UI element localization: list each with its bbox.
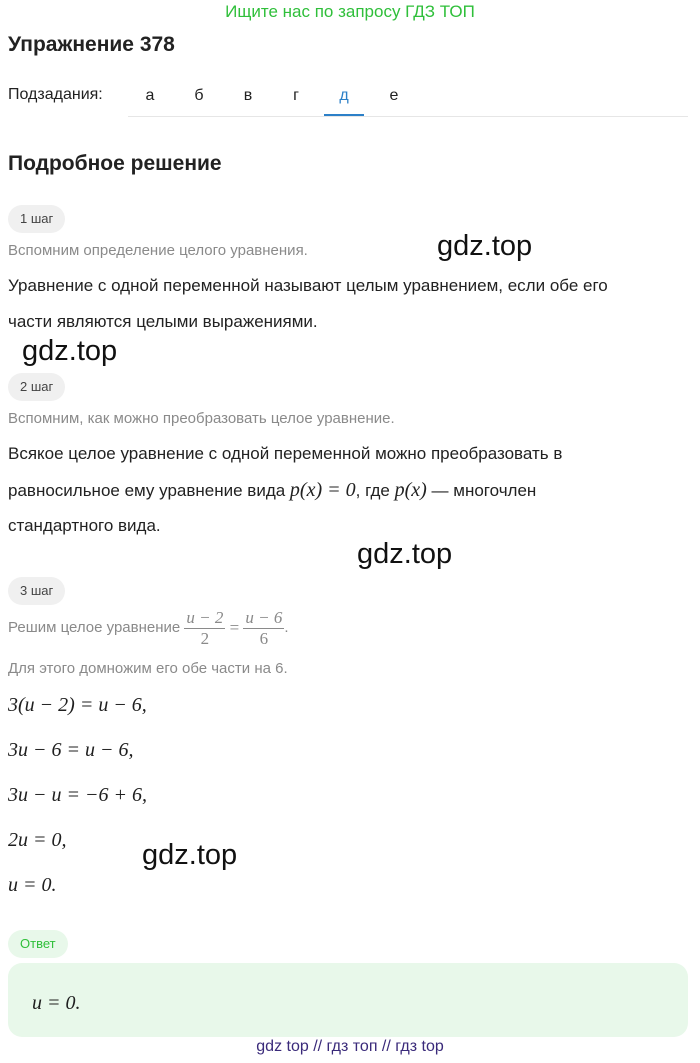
equation-1: 3(u − 2) = u − 6, bbox=[8, 694, 147, 716]
equation-4: 2u = 0, bbox=[8, 829, 67, 851]
watermark-1: gdz.top bbox=[437, 230, 533, 262]
step-2-badge: 2 шаг bbox=[8, 373, 65, 401]
step-2-text-line2 bbox=[8, 472, 536, 509]
exercise-title: Упражнение 378 bbox=[8, 33, 175, 56]
step-2-text-line1: Всякое целое уравнение с одной переменной можно преобразовать в bbox=[8, 444, 563, 463]
step-3-hint-prefix: Решим целое уравнение bbox=[8, 619, 181, 636]
tab-v[interactable]: в bbox=[243, 87, 253, 104]
answer-box bbox=[8, 963, 688, 1037]
watermark-2: gdz.top bbox=[22, 335, 118, 367]
step-1-text-line2: части являются целыми выражениями. bbox=[8, 312, 318, 331]
watermark-3: gdz.top bbox=[357, 538, 453, 570]
footer-links[interactable]: gdz top // гдз топ // гдз top bbox=[256, 1038, 444, 1055]
tab-e[interactable]: е bbox=[389, 87, 399, 104]
subtask-tabs bbox=[128, 78, 688, 117]
step-2-text-b: , где bbox=[355, 481, 395, 500]
equation-3: 3u − u = −6 + 6, bbox=[8, 784, 147, 806]
step-2-math-a: p(x) = 0 bbox=[289, 479, 356, 501]
step-2-math-b: p(x) bbox=[394, 479, 427, 501]
answer-value: u = 0. bbox=[32, 992, 81, 1014]
fraction-1-numerator: u − 2 bbox=[186, 607, 224, 627]
top-banner: Ищите нас по запросу ГДЗ ТОП bbox=[225, 2, 475, 21]
tab-d[interactable]: д bbox=[324, 78, 364, 116]
step-2-text-a: равносильное ему уравнение вида bbox=[8, 481, 290, 500]
step-3-hint2: Для этого домножим его обе части на 6. bbox=[8, 660, 288, 677]
equals-text: = bbox=[229, 618, 240, 638]
step-1-text-line1: Уравнение с одной переменной называют целым уравнением, если обе его bbox=[8, 276, 608, 295]
equation-5: u = 0. bbox=[8, 874, 57, 896]
section-title: Подробное решение bbox=[8, 152, 222, 175]
step-3-badge: 3 шаг bbox=[8, 577, 65, 605]
step-3-hint bbox=[8, 606, 289, 650]
equals-sign bbox=[230, 606, 240, 650]
tab-g[interactable]: г bbox=[293, 87, 299, 104]
step-1-badge: 1 шаг bbox=[8, 205, 65, 233]
fraction-2-denominator: 6 bbox=[259, 628, 269, 648]
tab-a[interactable]: а bbox=[145, 87, 155, 104]
fraction-2 bbox=[243, 608, 284, 649]
step-2-text-c: — многочлен bbox=[426, 481, 537, 500]
fraction-1-denominator: 2 bbox=[200, 628, 210, 648]
step-2-text-line3: стандартного вида. bbox=[8, 516, 161, 535]
tab-b[interactable]: б bbox=[194, 87, 204, 104]
step-3-hint-suffix: . bbox=[284, 619, 289, 636]
equation-2: 3u − 6 = u − 6, bbox=[8, 739, 134, 761]
answer-badge: Ответ bbox=[8, 930, 68, 958]
step-1-hint: Вспомним определение целого уравнения. bbox=[8, 242, 308, 259]
step-2-hint: Вспомним, как можно преобразовать целое уравнение. bbox=[8, 410, 395, 427]
fraction-2-numerator: u − 6 bbox=[245, 607, 283, 627]
watermark-4: gdz.top bbox=[142, 839, 238, 871]
fraction-1 bbox=[184, 608, 225, 649]
subtasks-label: Подзадания: bbox=[8, 86, 103, 103]
